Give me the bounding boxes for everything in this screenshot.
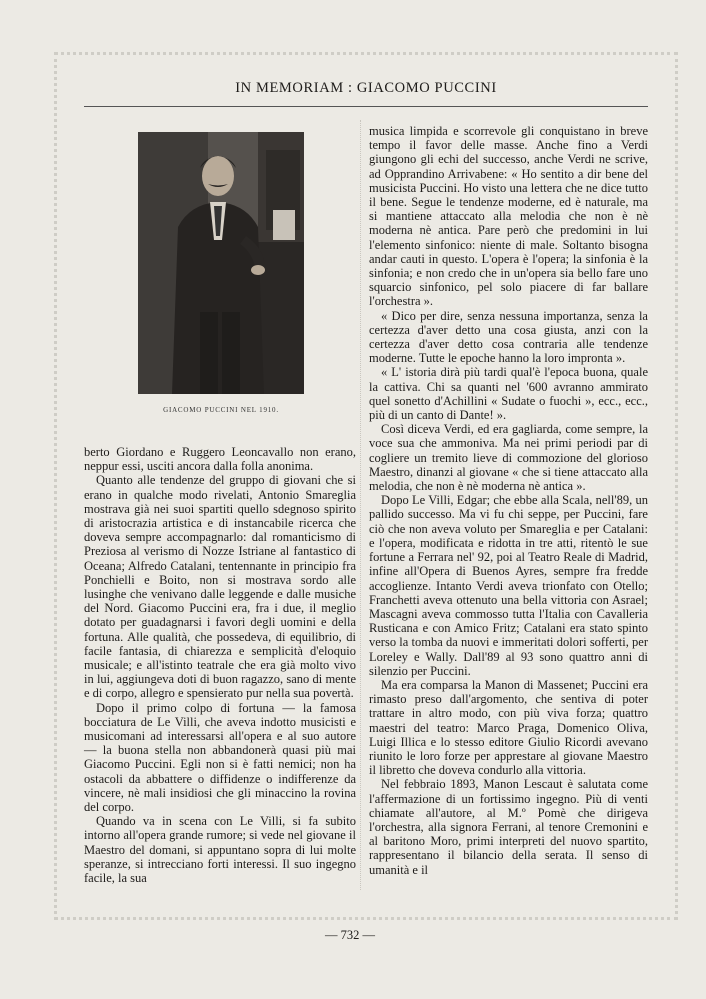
- paragraph: Quanto alle tendenze del gruppo di giovani che si erano in qualche modo rivelati, Antonio Smareglia mostrava già nei suoi spartiti quello sdegnoso spirito di aristocrazia artistica e di instancabile ricerca che doveva sempre accompagnarlo: dal romanticismo di Preziosa al verismo di Nozze Istriane al fantastico di Oceana; Alfredo Catalani, tentennante in principio fra Ponchielli e Boito, non si mostrava sordo alle lusinghe che venivano dalle leggende e dalle musiche del Nord. Giacomo Puccini era, fra i due, il meglio dotato per guadagnarsi i favori degli uomini e della fortuna. Alle qualità, che possedeva, di equilibrio, di facile fantasia, di chiarezza e semplicità d'eloquio musicale; e all'istinto teatrale che era già molto vivo in lui, aggiungeva doti di buon ragazzo, sano di mente e di corpo, allegro e spensierato pur nella sua povertà.: [84, 473, 356, 701]
- paragraph: « Dico per dire, senza nessuna importanza, senza la certezza d'aver detto una cosa giusta, anzi con la certezza d'aver detto cosa contraria alle tendenze moderne. Tutte le epoche hanno la loro impronta ».: [369, 308, 648, 366]
- left-column: [84, 445, 356, 885]
- paragraph: Dopo il primo colpo di fortuna — la famosa bocciatura de Le Villi, che aveva indotto musicisti e musicomani ad interessarsi all'opera e al suo autore — la buona stella non abbandonerà quasi più mai Giacomo Puccini. Egli non si è fatti nemici; non ha ostacoli da abbattere o diffidenze o indifferenze da vincere, nè mali insidiosi che gli minaccino la rovina del corpo.: [84, 700, 356, 815]
- paragraph: Ma era comparsa la Manon di Massenet; Puccini era rimasto preso dall'argomento, che sentiva di poter trattare in altro modo, con più viva forza; quattro maestri del teatro: Marco Praga, Domenico Oliva, Luigi Illica e lo stesso editore Giulio Ricordi avevano riunito le loro forze per apprestare al giovane Maestro il libretto che doveva condurlo alla vittoria.: [369, 677, 648, 778]
- header-rule: [84, 106, 648, 107]
- column-divider: [360, 120, 361, 890]
- photo-caption: GIACOMO PUCCINI NEL 1910.: [163, 406, 279, 414]
- paragraph: Nel febbraio 1893, Manon Lescaut è salutata come l'affermazione di un fortissimo ingegno. Più di venti chiamate all'autore, al M.º Pomè che dirigeva l'orchestra, alla signora Ferrani, al tenore Cremonini e al baritono Moro, primi interpreti del nuovo spartito, rappresentano il bilancio della serata. Il senso di umanità e il: [369, 777, 648, 877]
- paragraph: Quando va in scena con Le Villi, si fa subito intorno all'opera grande rumore; si vede nel giovane il Maestro del domani, si appuntano sopra di lui molte speranze, si intrecciano forti interessi. Il suo ingegno facile, la sua: [84, 814, 356, 886]
- page-header: IN MEMORIAM : GIACOMO PUCCINI: [235, 80, 497, 96]
- paragraph: musica limpida e scorrevole gli conquistano in breve tempo il favor delle masse. Anche fino a Verdi giungono gli echi del successo, anche Verdi ne scrive, ad Opprandino Arrivabene: « Ho sentito a dir bene del musicista Puccini. Ho visto una lettera che ne dice tutto il bene. Segue le tendenze moderne, ed è naturale, ma si mantiene attaccato alla melodia che non è nè moderna nè antica. Pare però che predomini in lui l'elemento sinfonico: niente di male. Soltanto bisogna andar cauti in questo. L'opera è l'opera; la sinfonia è la sinfonia; e non credo che in un'opera sia bello fare uno squarcio sinfonico, pel solo piacere di far ballare l'orchestra ».: [369, 124, 648, 309]
- right-column: [369, 124, 648, 877]
- portrait-photo: [138, 132, 304, 394]
- paragraph: Dopo Le Villi, Edgar; che ebbe alla Scala, nell'89, un pallido successo. Ma vi fu chi seppe, per Puccini, fare ciò che non aveva voluto per Smareglia e per Catalani: e l'opera, modificata e ridotta in tre atti, ritentò le sue fortune a Ferrara nel' 92, poi al Teatro Reale di Madrid, infine all'Opera di Buenos Ayres, sempre fra fredde accoglienze. Intanto Verdi aveva trionfato con Otello; Franchetti aveva ottenuto una bella vittoria con Asrael; Mascagni aveva commosso tutta l'Italia con Cavalleria Rusticana e con Amico Fritz; Catalani era stato spinto verso la tomba da nuovi e immeritati dolori sofferti, per Loreley e Wally. Dall'89 al 93 sono quattro anni di silenzio per Puccini.: [369, 493, 648, 678]
- paragraph: Così diceva Verdi, ed era gagliarda, come sempre, la voce sua che ammoniva. Ma nei primi periodi par di cogliere un tremito lieve di commozione del glorioso Maestro, dinanzi al giovane « che si tiene attaccato alla melodia, che non è nè moderna nè antica ».: [369, 422, 648, 494]
- portrait-illustration: [138, 132, 304, 394]
- paragraph: « L' istoria dirà più tardi qual'è l'epoca buona, quale la cattiva. Chi sa quanti nel '600 avranno ammirato quel sonetto d'Achillini « Sudate o fuochi », ecc., ecc., più di un canto di Dante! ».: [369, 365, 648, 423]
- page-number: — 732 —: [325, 928, 375, 942]
- paragraph: berto Giordano e Ruggero Leoncavallo non erano, neppur essi, usciti ancora dalla folla anonima.: [84, 445, 356, 474]
